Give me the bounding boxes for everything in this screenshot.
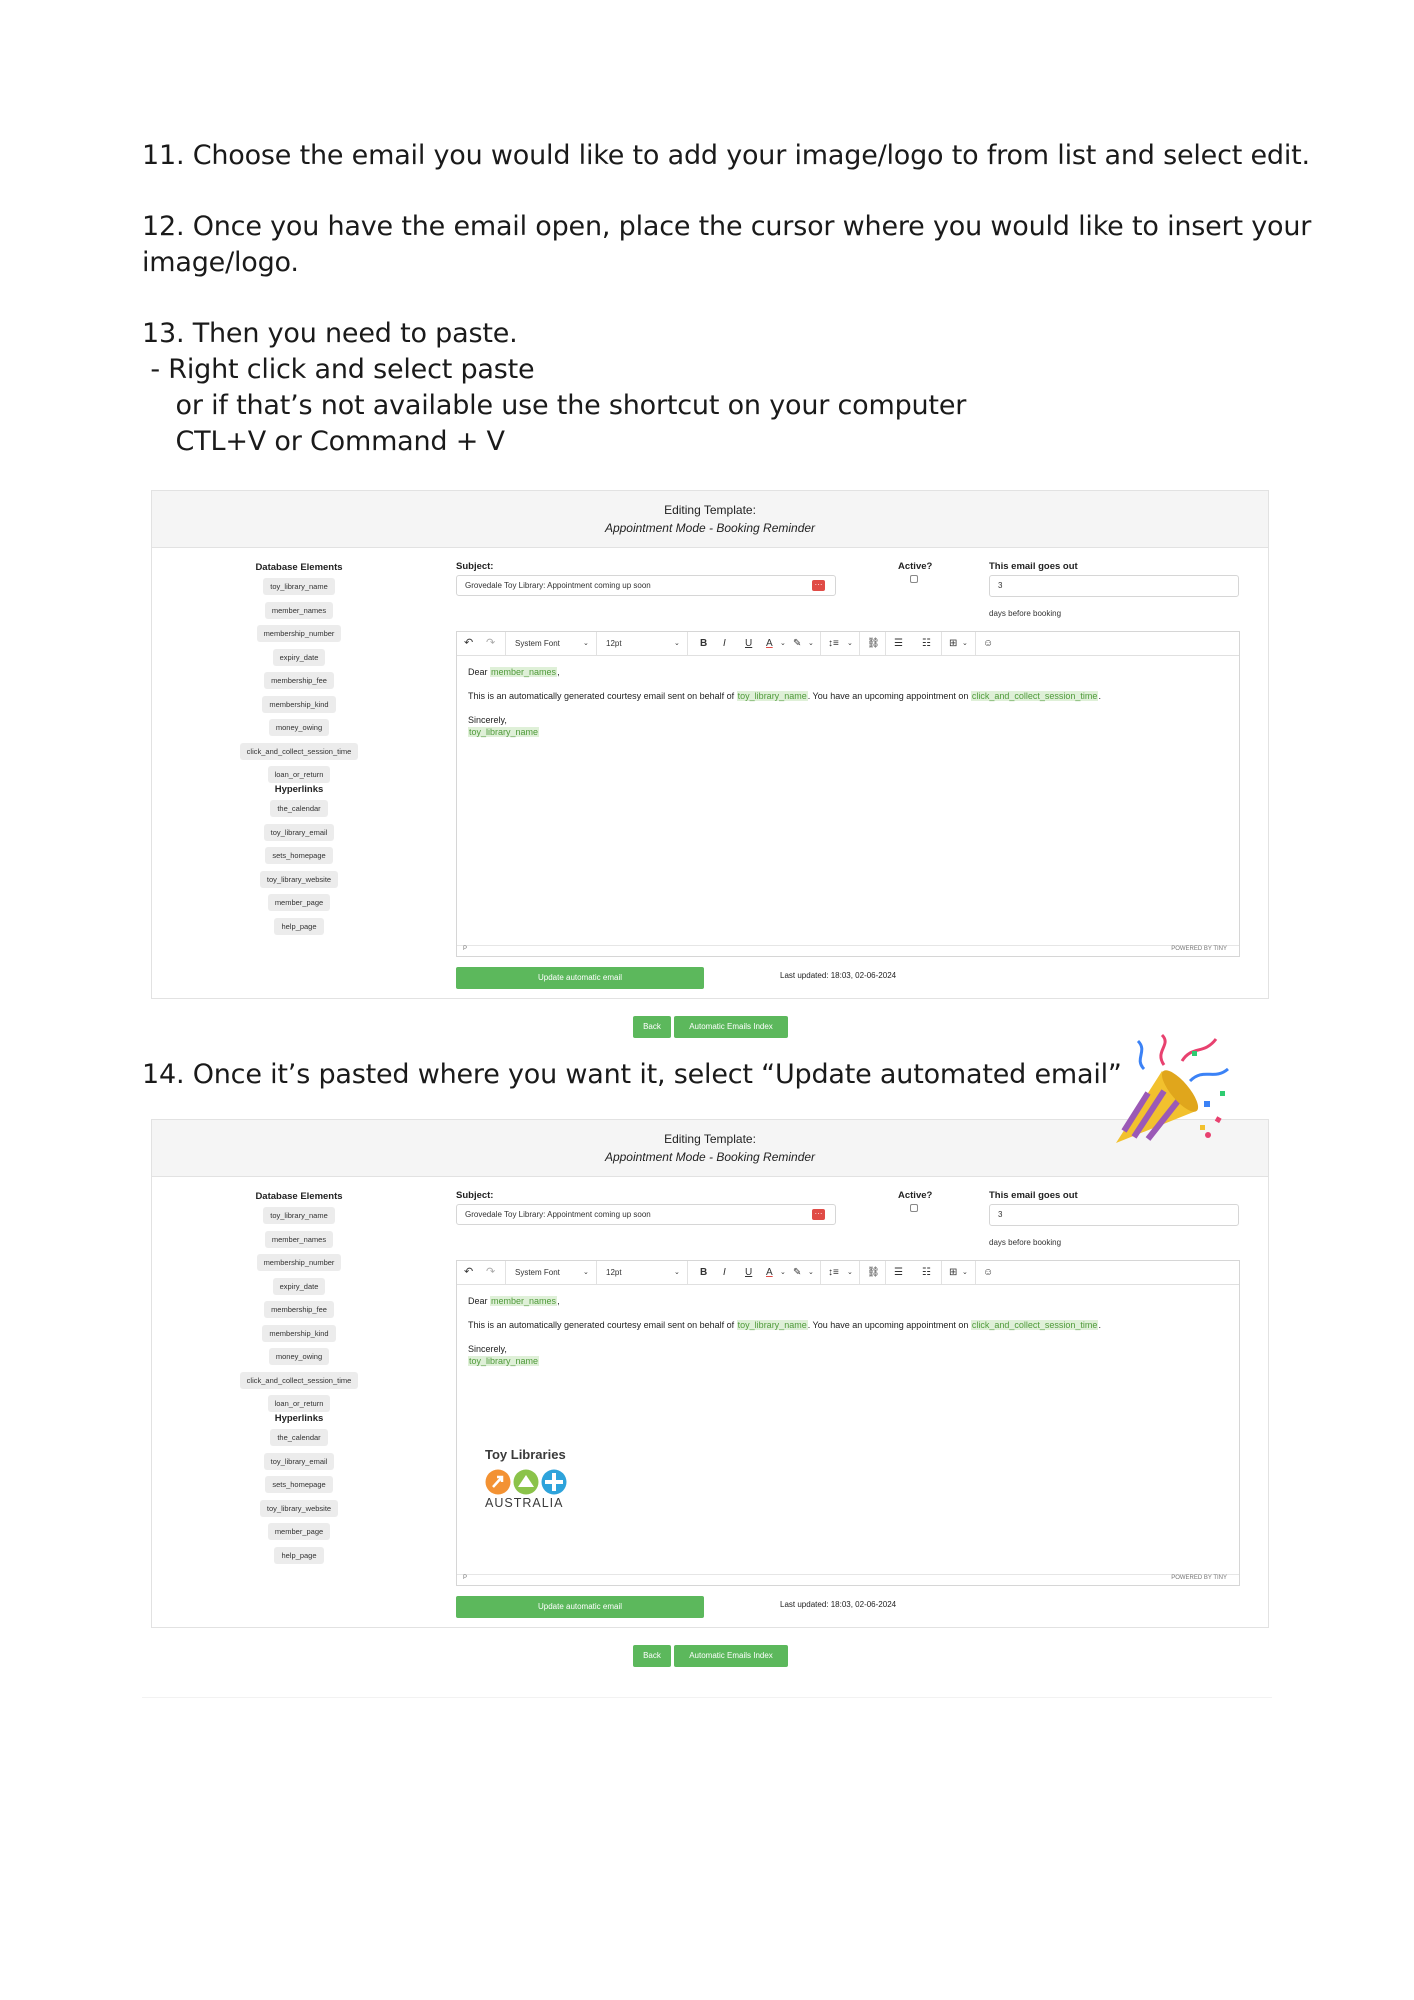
db-chip-click-and-collect-session-time[interactable]: click_and_collect_session_time — [240, 1372, 359, 1389]
editor-statusbar — [457, 945, 1239, 956]
db-chip-money-owing[interactable]: money_owing — [269, 719, 329, 736]
chevron-down-icon: ⌄ — [674, 640, 680, 647]
db-chip-membership-fee[interactable]: membership_fee — [264, 672, 334, 689]
editor-header — [152, 491, 1268, 548]
editor-header-subtitle: Appointment Mode - Booking Reminder — [604, 521, 816, 535]
element-path: P — [463, 1575, 468, 1581]
template-editor-screenshot-1 — [151, 490, 1269, 999]
db-chip-membership-fee[interactable]: membership_fee — [264, 1301, 334, 1318]
rich-text-editor[interactable] — [456, 1260, 1240, 1586]
hyperlinks-title: Hyperlinks — [274, 784, 324, 795]
db-chip-member-names[interactable]: member_names — [265, 1231, 333, 1248]
tag-toy-library-name: toy_library_name — [737, 691, 807, 701]
goes-out-label: This email goes out — [989, 1190, 1078, 1201]
step-line: 13. Then you need to paste. — [142, 318, 518, 349]
tag-session-time: click_and_collect_session_time — [971, 1320, 1098, 1330]
highlight-icon[interactable]: ✎ — [793, 1267, 802, 1278]
bold-icon[interactable]: B — [700, 1267, 708, 1278]
database-elements-panel — [234, 1190, 364, 1567]
link-chip-member-page[interactable]: member_page — [268, 894, 330, 911]
link-chip-toy-library-website[interactable]: toy_library_website — [260, 1500, 338, 1517]
link-chip-sets-homepage[interactable]: sets_homepage — [265, 847, 332, 864]
chevron-down-icon: ⌄ — [780, 640, 786, 647]
days-before-note: days before booking — [989, 1238, 1062, 1247]
chevron-down-icon: ⌄ — [847, 640, 853, 647]
chevron-down-icon: ⌄ — [583, 640, 589, 647]
db-chip-toy-library-name[interactable]: toy_library_name — [263, 1207, 335, 1224]
db-chip-toy-library-name[interactable]: toy_library_name — [263, 578, 335, 595]
editor-header-subtitle: Appointment Mode - Booking Reminder — [604, 1150, 816, 1164]
emoji-icon[interactable]: ☺ — [983, 1267, 994, 1278]
step-line: 12. Once you have the email open, place the cursor where you would like to insert your — [142, 211, 1312, 242]
days-before-note: days before booking — [989, 609, 1062, 618]
chevron-down-icon: ⌄ — [847, 1269, 853, 1276]
chevron-down-icon: ⌄ — [780, 1269, 786, 1276]
chevron-down-icon: ⌄ — [674, 1269, 680, 1276]
days-before-input[interactable]: 3 — [989, 575, 1239, 597]
update-email-button[interactable]: Update automatic email — [456, 967, 704, 989]
chevron-down-icon: ⌄ — [808, 1269, 814, 1276]
subject-value: Grovedale Toy Library: Appointment coming up soon — [465, 581, 651, 590]
editor-header — [152, 1120, 1268, 1177]
subject-value: Grovedale Toy Library: Appointment coming up soon — [465, 1210, 651, 1219]
table-icon[interactable]: ⊞ — [949, 1267, 958, 1278]
database-elements-title: Database Elements — [255, 1191, 343, 1202]
link-chip-toy-library-email[interactable]: toy_library_email — [264, 824, 335, 841]
step-line: 11. Choose the email you would like to add your image/logo to from list and select edit. — [142, 140, 1310, 171]
line-height-icon[interactable]: ↕≡ — [828, 1267, 839, 1278]
db-chip-membership-kind[interactable]: membership_kind — [262, 696, 335, 713]
last-updated-text: Last updated: 18:03, 02-06-2024 — [780, 1600, 897, 1609]
undo-icon[interactable]: ↶ — [464, 637, 474, 649]
toy-icons-logo-icon — [485, 1468, 575, 1496]
link-chip-the-calendar[interactable]: the_calendar — [270, 800, 327, 817]
redo-icon[interactable]: ↷ — [486, 1266, 496, 1278]
subject-input[interactable] — [456, 575, 836, 596]
chevron-down-icon: ⌄ — [808, 640, 814, 647]
tag-member-names: member_names — [491, 667, 557, 677]
days-before-input[interactable]: 3 — [989, 1204, 1239, 1226]
bullet-list-icon[interactable]: ☰ — [894, 638, 903, 649]
link-chip-member-page[interactable]: member_page — [268, 1523, 330, 1540]
editor-toolbar — [457, 1261, 1239, 1285]
subject-label: Subject: — [456, 1190, 494, 1201]
powered-by-label[interactable]: POWERED BY TINY — [1171, 946, 1227, 952]
underline-icon[interactable]: U — [745, 1267, 753, 1278]
db-chip-membership-kind[interactable]: membership_kind — [262, 1325, 335, 1342]
step-line: or if that’s not available use the shortcut on your computer — [142, 390, 967, 421]
database-elements-panel — [234, 561, 364, 938]
emails-index-button[interactable]: Automatic Emails Index — [674, 1016, 788, 1038]
emails-index-button[interactable]: Automatic Emails Index — [674, 1645, 788, 1667]
line-height-icon[interactable]: ↕≡ — [828, 638, 839, 649]
step-line: - Right click and select paste — [142, 354, 535, 385]
text-color-icon[interactable]: A — [766, 1267, 773, 1278]
bullet-list-icon[interactable]: ☰ — [894, 1267, 903, 1278]
logo-subtitle: AUSTRALIA — [485, 1496, 564, 1510]
chevron-down-icon: ⌄ — [962, 1269, 968, 1276]
update-email-button[interactable]: Update automatic email — [456, 1596, 704, 1618]
text-color-icon[interactable]: A — [766, 638, 773, 649]
font-family-select[interactable]: System Font — [515, 1268, 560, 1277]
link-chip-toy-library-website[interactable]: toy_library_website — [260, 871, 338, 888]
link-icon[interactable]: ⛓ — [867, 638, 880, 649]
numbered-list-icon[interactable]: ☷ — [922, 638, 931, 649]
numbered-list-icon[interactable]: ☷ — [922, 1267, 931, 1278]
tag-signature-library-name: toy_library_name — [469, 1356, 539, 1366]
link-chip-sets-homepage[interactable]: sets_homepage — [265, 1476, 332, 1493]
logo-title: Toy Libraries — [485, 1447, 566, 1462]
db-chip-loan-or-return[interactable]: loan_or_return — [268, 766, 331, 783]
hyperlinks-title: Hyperlinks — [274, 1413, 324, 1424]
db-chip-membership-number[interactable]: membership_number — [257, 1254, 342, 1271]
db-chip-membership-number[interactable]: membership_number — [257, 625, 342, 642]
font-size-select[interactable]: 12pt — [606, 1268, 622, 1277]
editor-toolbar — [457, 632, 1239, 656]
email-body[interactable]: Dear member_names, This is an automatically generated courtesy email sent on behalf of toy_library_name. You have an upcoming appointment on click_and_collect_session_time. Sincerely, toy_library_name — [468, 1296, 1101, 1366]
email-body[interactable]: Dear member_names, This is an automatically generated courtesy email sent on behalf of toy_library_name. You have an upcoming appointment on click_and_collect_session_time. Sincerely, toy_library_name — [468, 667, 1101, 737]
db-chip-loan-or-return[interactable]: loan_or_return — [268, 1395, 331, 1412]
tag-member-names: member_names — [491, 1296, 557, 1306]
rich-text-editor[interactable] — [456, 631, 1240, 957]
table-icon[interactable]: ⊞ — [949, 638, 958, 649]
editor-statusbar — [457, 1574, 1239, 1585]
highlight-icon[interactable]: ✎ — [793, 638, 802, 649]
template-editor-screenshot-2 — [151, 1119, 1269, 1628]
underline-icon[interactable]: U — [745, 638, 753, 649]
more-options-icon[interactable]: ··· — [812, 1209, 825, 1220]
active-label: Active? — [898, 1190, 933, 1201]
powered-by-label[interactable]: POWERED BY TINY — [1171, 1575, 1227, 1581]
db-chip-money-owing[interactable]: money_owing — [269, 1348, 329, 1365]
goes-out-label: This email goes out — [989, 561, 1078, 572]
font-family-select[interactable]: System Font — [515, 639, 560, 648]
step-line: 14. Once it’s pasted where you want it, select “Update automated email” — [142, 1059, 1122, 1090]
link-chip-help-page[interactable]: help_page — [274, 1547, 323, 1564]
editor-header-title: Editing Template: — [664, 503, 756, 517]
italic-icon[interactable]: I — [723, 1267, 726, 1278]
undo-icon[interactable]: ↶ — [464, 1266, 474, 1278]
tag-toy-library-name: toy_library_name — [737, 1320, 807, 1330]
tag-session-time: click_and_collect_session_time — [971, 691, 1098, 701]
bold-icon[interactable]: B — [700, 638, 708, 649]
emoji-icon[interactable]: ☺ — [983, 638, 994, 649]
chevron-down-icon: ⌄ — [583, 1269, 589, 1276]
page-divider — [142, 1697, 1272, 1698]
step-line: CTL+V or Command + V — [142, 426, 505, 457]
element-path: P — [463, 946, 468, 952]
italic-icon[interactable]: I — [723, 638, 726, 649]
font-size-select[interactable]: 12pt — [606, 639, 622, 648]
db-chip-member-names[interactable]: member_names — [265, 602, 333, 619]
step-13-text — [142, 316, 1292, 460]
db-chip-expiry-date[interactable]: expiry_date — [273, 1278, 326, 1295]
back-button[interactable]: Back — [633, 1645, 671, 1667]
redo-icon[interactable]: ↷ — [486, 637, 496, 649]
more-options-icon[interactable]: ··· — [812, 580, 825, 591]
back-button[interactable]: Back — [633, 1016, 671, 1038]
subject-label: Subject: — [456, 561, 494, 572]
db-chip-click-and-collect-session-time[interactable]: click_and_collect_session_time — [240, 743, 359, 760]
link-chip-the-calendar[interactable]: the_calendar — [270, 1429, 327, 1446]
step-line: image/logo. — [142, 247, 299, 278]
step-12-text — [142, 209, 1312, 281]
pasted-logo-image[interactable] — [485, 1447, 595, 1517]
last-updated-text: Last updated: 18:03, 02-06-2024 — [780, 971, 897, 980]
chevron-down-icon: ⌄ — [962, 640, 968, 647]
link-icon[interactable]: ⛓ — [867, 1267, 880, 1278]
active-checkbox[interactable] — [910, 575, 918, 583]
editor-header-title: Editing Template: — [664, 1132, 756, 1146]
tag-signature-library-name: toy_library_name — [469, 727, 539, 737]
step-11-text — [142, 138, 1310, 174]
link-chip-toy-library-email[interactable]: toy_library_email — [264, 1453, 335, 1470]
active-checkbox[interactable] — [910, 1204, 918, 1212]
active-label: Active? — [898, 561, 933, 572]
database-elements-title: Database Elements — [255, 562, 343, 573]
subject-input[interactable] — [456, 1204, 836, 1225]
link-chip-help-page[interactable]: help_page — [274, 918, 323, 935]
db-chip-expiry-date[interactable]: expiry_date — [273, 649, 326, 666]
party-popper-icon — [1104, 1031, 1234, 1151]
